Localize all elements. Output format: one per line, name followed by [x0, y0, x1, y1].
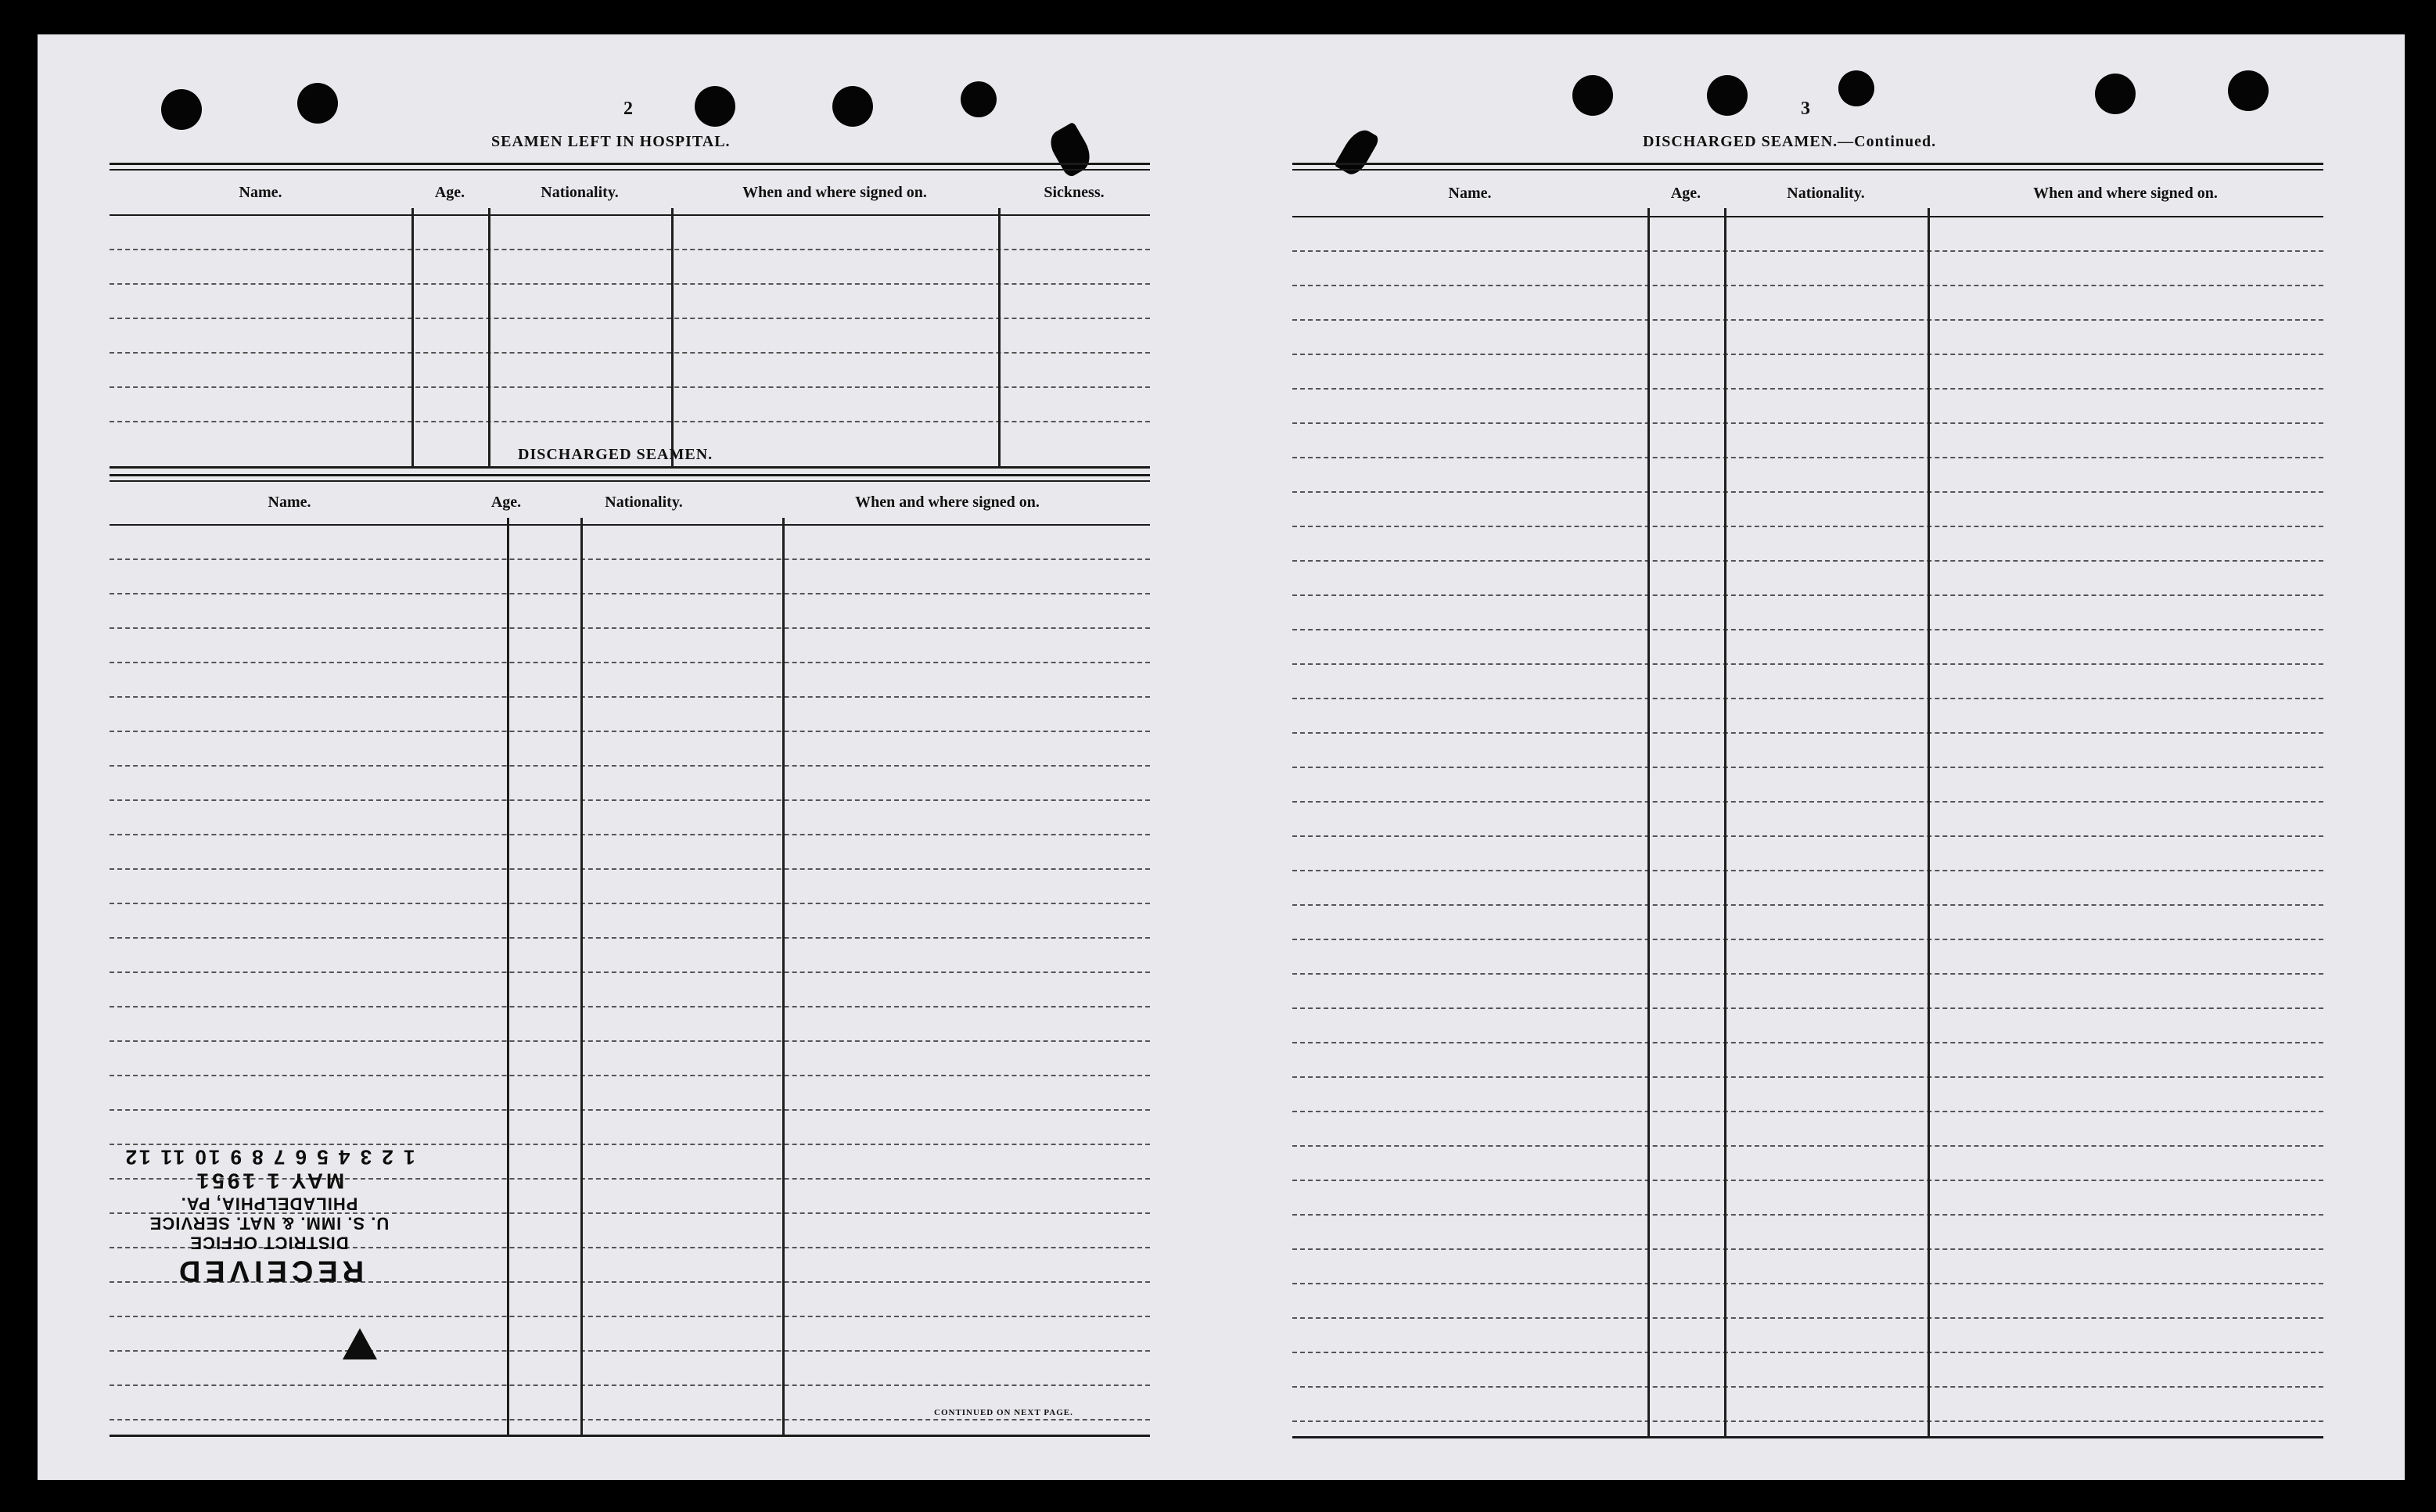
ruled-line: [1292, 629, 2323, 630]
discharged-continued-title: DISCHARGED SEAMEN.—Continued.: [1643, 133, 1937, 150]
discharged-table-title: DISCHARGED SEAMEN.: [518, 446, 713, 463]
header-nationality: Nationality.: [605, 493, 683, 511]
ruled-line: [110, 1109, 1150, 1111]
stamp-service: U. S. IMM. & NAT. SERVICE: [149, 1213, 390, 1234]
ruled-line: [1292, 698, 2323, 699]
hospital-table: [110, 163, 1150, 472]
ruled-line: [110, 696, 1150, 698]
ruled-line: [1292, 835, 2323, 837]
punch-hole: [161, 89, 202, 130]
discharged-table-right: [1292, 163, 2323, 1442]
ruled-line: [1292, 732, 2323, 734]
ruled-line: [110, 1006, 1150, 1007]
stamp-date: MAY 1 1951: [193, 1169, 345, 1194]
punch-hole: [2095, 74, 2136, 114]
ruled-line: [1292, 354, 2323, 355]
header-name: Name.: [1448, 184, 1492, 202]
ruled-line: [1292, 1111, 2323, 1112]
ruled-line: [1292, 250, 2323, 252]
ruled-line: [110, 971, 1150, 973]
ruled-line: [1292, 491, 2323, 493]
ruled-line: [1292, 319, 2323, 321]
ruled-line: [1292, 1214, 2323, 1216]
ruled-line: [1292, 939, 2323, 940]
punch-hole: [1707, 75, 1748, 116]
ruled-line: [1292, 1007, 2323, 1009]
ruled-line: [1292, 388, 2323, 390]
header-when-where: When and where signed on.: [742, 183, 927, 201]
ruled-line: [110, 765, 1150, 767]
ruled-line: [1292, 904, 2323, 906]
ruled-line: [110, 1075, 1150, 1076]
header-age: Age.: [434, 183, 465, 201]
ruled-line: [1292, 1386, 2323, 1388]
ruled-line: [1292, 560, 2323, 562]
ruled-line: [1292, 663, 2323, 665]
ruled-line: [1292, 1420, 2323, 1422]
punch-hole: [1838, 70, 1874, 106]
header-age: Age.: [490, 493, 522, 511]
ruled-line: [1292, 526, 2323, 527]
stamp-numbers: 1 2 3 4 5 6 7 8 9 10 11 12: [123, 1145, 415, 1169]
ruled-line: [1292, 457, 2323, 458]
continued-note: CONTINUED ON NEXT PAGE.: [934, 1408, 1073, 1417]
header-when-where: When and where signed on.: [2033, 184, 2218, 202]
ruled-line: [1292, 801, 2323, 803]
punch-hole: [297, 83, 338, 124]
punch-hole: [2228, 70, 2269, 111]
header-sickness: Sickness.: [1044, 183, 1105, 201]
punch-hole: [1572, 75, 1613, 116]
hospital-table-title: SEAMEN LEFT IN HOSPITAL.: [491, 133, 731, 150]
ruled-line: [110, 1419, 1150, 1420]
header-when-where: When and where signed on.: [855, 493, 1040, 511]
ruled-line: [110, 662, 1150, 663]
ruled-line: [1292, 1076, 2323, 1078]
ruled-line: [110, 799, 1150, 801]
header-nationality: Nationality.: [541, 183, 619, 201]
ruled-line: [1292, 1042, 2323, 1043]
ruled-line: [110, 1316, 1150, 1317]
ruled-line: [110, 868, 1150, 870]
document-sheet: [38, 34, 2405, 1480]
ruled-line: [1292, 1317, 2323, 1319]
ruled-line: [1292, 767, 2323, 768]
stamp-received: RECEIVED: [174, 1254, 365, 1288]
punch-hole: [695, 86, 735, 127]
ruled-line: [110, 834, 1150, 835]
discharged-continued-header: [1292, 172, 2323, 214]
discharged-table-header: [110, 482, 1150, 523]
ruled-line: [110, 937, 1150, 939]
ruled-line: [110, 627, 1150, 629]
header-nationality: Nationality.: [1787, 184, 1865, 202]
ruled-line: [1292, 1180, 2323, 1181]
stamp-city: PHILADELPHIA, PA.: [180, 1194, 358, 1214]
ruled-line: [110, 1350, 1150, 1352]
ruled-line: [1292, 594, 2323, 596]
ruled-line: [1292, 1248, 2323, 1250]
page-number-left: 2: [623, 99, 633, 119]
stamp-arrow-icon: [343, 1328, 377, 1359]
ruled-line: [1292, 973, 2323, 975]
ruled-line: [110, 1385, 1150, 1386]
ruled-line: [1292, 285, 2323, 286]
page-number-right: 3: [1801, 99, 1810, 119]
ruled-line: [1292, 1352, 2323, 1353]
ruled-line: [110, 1040, 1150, 1042]
ruled-line: [1292, 1283, 2323, 1284]
ruled-line: [1292, 422, 2323, 424]
ruled-line: [110, 593, 1150, 594]
ruled-line: [110, 558, 1150, 560]
header-name: Name.: [268, 493, 311, 511]
punch-hole: [832, 86, 873, 127]
ruled-line: [110, 731, 1150, 732]
ruled-line: [110, 903, 1150, 904]
discharged-table-left: [110, 474, 1150, 1441]
ruled-line: [1292, 1145, 2323, 1147]
punch-hole: [961, 81, 997, 117]
ruled-line: [1292, 870, 2323, 871]
received-stamp: [89, 1145, 449, 1288]
header-name: Name.: [239, 183, 282, 201]
stamp-district: DISTRICT OFFICE: [189, 1233, 349, 1253]
hospital-table-header: [110, 172, 1150, 213]
header-age: Age.: [1670, 184, 1701, 202]
